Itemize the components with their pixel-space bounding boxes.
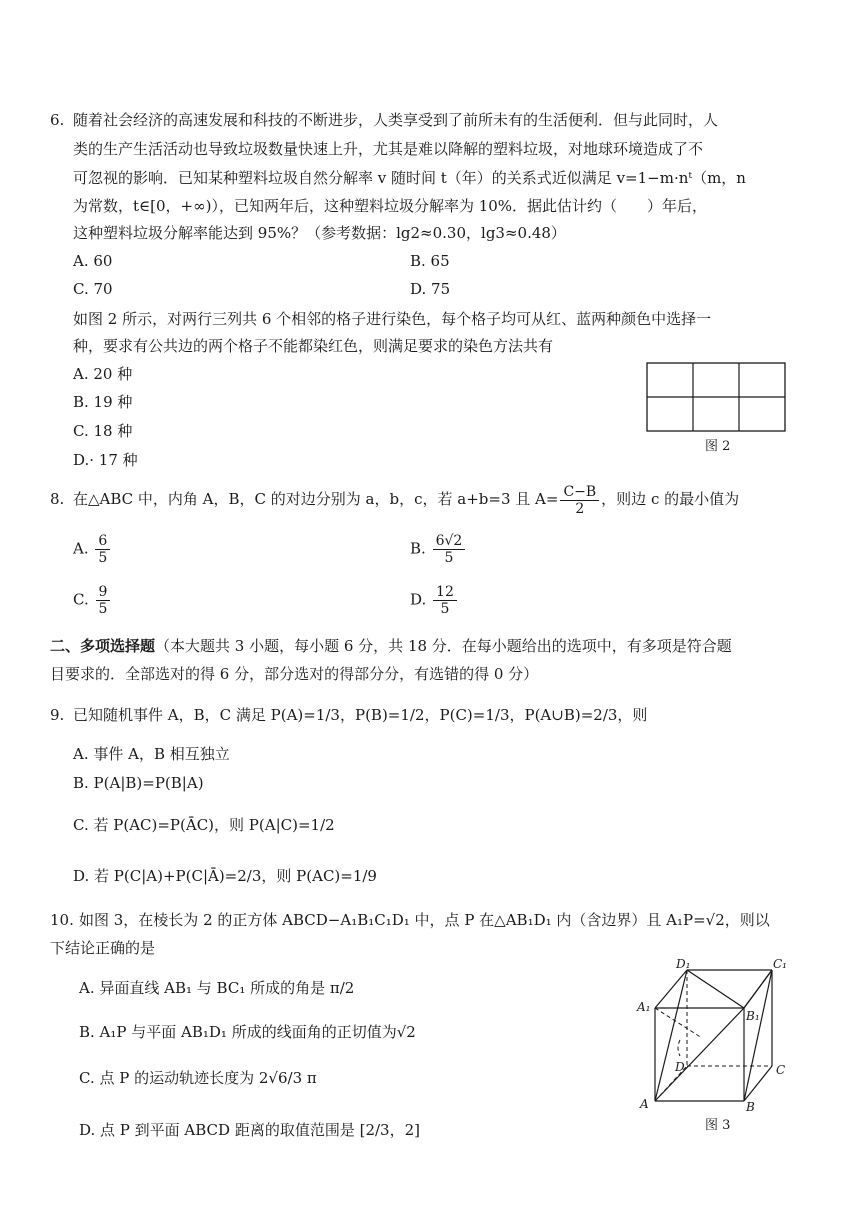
q6-stem-line: 随着社会经济的高速发展和科技的不断进步，人类享受到了前所未有的生活便利．但与此同时，人 — [73, 111, 719, 129]
fraction-denominator: 5 — [440, 601, 450, 617]
q10-option-d: D. 点 P 到平面 ABCD 距离的取值范围是 [2/3，2] — [79, 1121, 420, 1139]
q7-option-d: D.· 17 种 — [73, 451, 138, 469]
vertex-label: A — [640, 1097, 649, 1111]
figure-3-cube — [632, 958, 802, 1116]
vertex-label: D₁ — [676, 958, 691, 971]
q7-option-b: B. 19 种 — [73, 393, 133, 411]
fraction-numerator: 9 — [96, 584, 111, 601]
section-2-header — [50, 636, 732, 656]
option-label: A. — [73, 539, 89, 558]
fraction-numerator: 6 — [95, 533, 110, 550]
q8-stem-part: ，则边 c 的最小值为 — [601, 490, 740, 508]
q9-stem: 已知随机事件 A，B，C 满足 P(A)=1/3，P(B)=1/2，P(C)=1/3，P(A∪B)=2/3，则 — [73, 706, 648, 724]
q9-option-a: A. 事件 A，B 相互独立 — [73, 745, 230, 763]
vertex-label: B₁ — [746, 1009, 760, 1023]
q7-option-c: C. 18 种 — [73, 422, 133, 440]
vertex-label: C₁ — [773, 958, 787, 971]
q10-option-c: C. 点 P 的运动轨迹长度为 2√6/3 π — [79, 1069, 317, 1087]
q8-stem-fraction — [560, 484, 599, 517]
section-2-instructions-line2: 目要求的．全部选对的得 6 分，部分选对的得部分分，有选错的得 0 分） — [50, 665, 539, 683]
q8-stem-part: 在△ABC 中，内角 A，B，C 的对边分别为 a，b，c，若 a+b=3 且 A= — [73, 490, 559, 508]
q9-option-c: C. 若 P(AC)=P(ĀC)，则 P(A|C)=1/2 — [73, 816, 335, 834]
option-label: D. — [410, 590, 427, 609]
section-2-instructions: （本大题共 3 小题，每小题 6 分，共 18 分．在每小题给出的选项中，有多项是符合题 — [155, 637, 732, 655]
figure-2-caption: 图 2 — [705, 439, 731, 454]
q7-stem-line: 种，要求有公共边的两个格子不能都染红色，则满足要求的染色方法共有 — [73, 337, 554, 355]
q6-option-d: D. 75 — [410, 280, 451, 298]
option-label: C. — [73, 590, 89, 609]
q10-option-a: A. 异面直线 AB₁ 与 BC₁ 所成的角是 π/2 — [79, 979, 355, 997]
vertex-label: D — [675, 1060, 685, 1074]
q7-option-a: A. 20 种 — [73, 365, 133, 383]
q10-option-b: B. A₁P 与平面 AB₁D₁ 所成的线面角的正切值为√2 — [79, 1023, 416, 1041]
q8-stem — [73, 477, 739, 521]
q10-stem-line: 如图 3，在棱长为 2 的正方体 ABCD−A₁B₁C₁D₁ 中，点 P 在△AB₁D₁ 内（含边界）且 A₁P=√2，则以 — [79, 911, 770, 929]
fraction-denominator: 2 — [575, 500, 585, 517]
q6-number: 6. — [50, 111, 65, 129]
q10-number: 10. — [50, 911, 74, 929]
q6-option-b: B. 65 — [410, 252, 450, 270]
fraction-denominator: 5 — [98, 550, 108, 566]
q7-stem-line: 如图 2 所示，对两行三列共 6 个相邻的格子进行染色，每个格子均可从红、蓝两种颜色中选择一 — [73, 310, 712, 328]
q6-stem-line: 这种塑料垃圾分解率能达到 95%？（参考数据：lg2≈0.30，lg3≈0.48） — [73, 224, 566, 242]
q8-option-c — [73, 584, 112, 617]
q9-option-b: B. P(A|B)=P(B|A) — [73, 774, 204, 792]
figure-3-caption: 图 3 — [705, 1118, 731, 1133]
q10-stem-line: 下结论正确的是 — [50, 939, 156, 957]
q8-number: 8. — [50, 490, 65, 508]
section-2-title: 二、多项选择题 — [50, 637, 156, 655]
q8-option-b — [410, 533, 467, 566]
fraction-denominator: 5 — [444, 550, 454, 566]
vertex-label: C — [776, 1063, 786, 1077]
q6-stem-line: 可忽视的影响．已知某种塑料垃圾自然分解率 v 随时间 t（年）的关系式近似满足 v=1−m·nᵗ（m，n — [73, 169, 746, 187]
option-label: B. — [410, 539, 426, 558]
vertex-label: A₁ — [637, 1000, 651, 1014]
figure-2-grid — [646, 362, 788, 434]
q6-option-a: A. 60 — [73, 252, 113, 270]
q6-stem-line: 类的生产生活活动也导致垃圾数量快速上升，尤其是难以降解的塑料垃圾，对地球环境造成了不 — [73, 140, 704, 158]
q9-number: 9. — [50, 706, 65, 724]
fraction-denominator: 5 — [98, 601, 108, 617]
q6-stem-line: 为常数，t∈[0，+∞)），已知两年后，这种塑料垃圾分解率为 10%．据此估计约（ ）年后， — [73, 197, 708, 215]
q6-option-c: C. 70 — [73, 280, 113, 298]
fraction-numerator: C−B — [560, 484, 599, 501]
q8-option-d — [410, 584, 459, 617]
fraction-numerator: 12 — [433, 584, 457, 601]
vertex-label: B — [746, 1100, 755, 1114]
fraction-numerator: 6√2 — [433, 533, 466, 550]
q9-option-d: D. 若 P(C|A)+P(C|Ā)=2/3，则 P(AC)=1/9 — [73, 867, 377, 885]
q8-option-a — [73, 533, 112, 566]
